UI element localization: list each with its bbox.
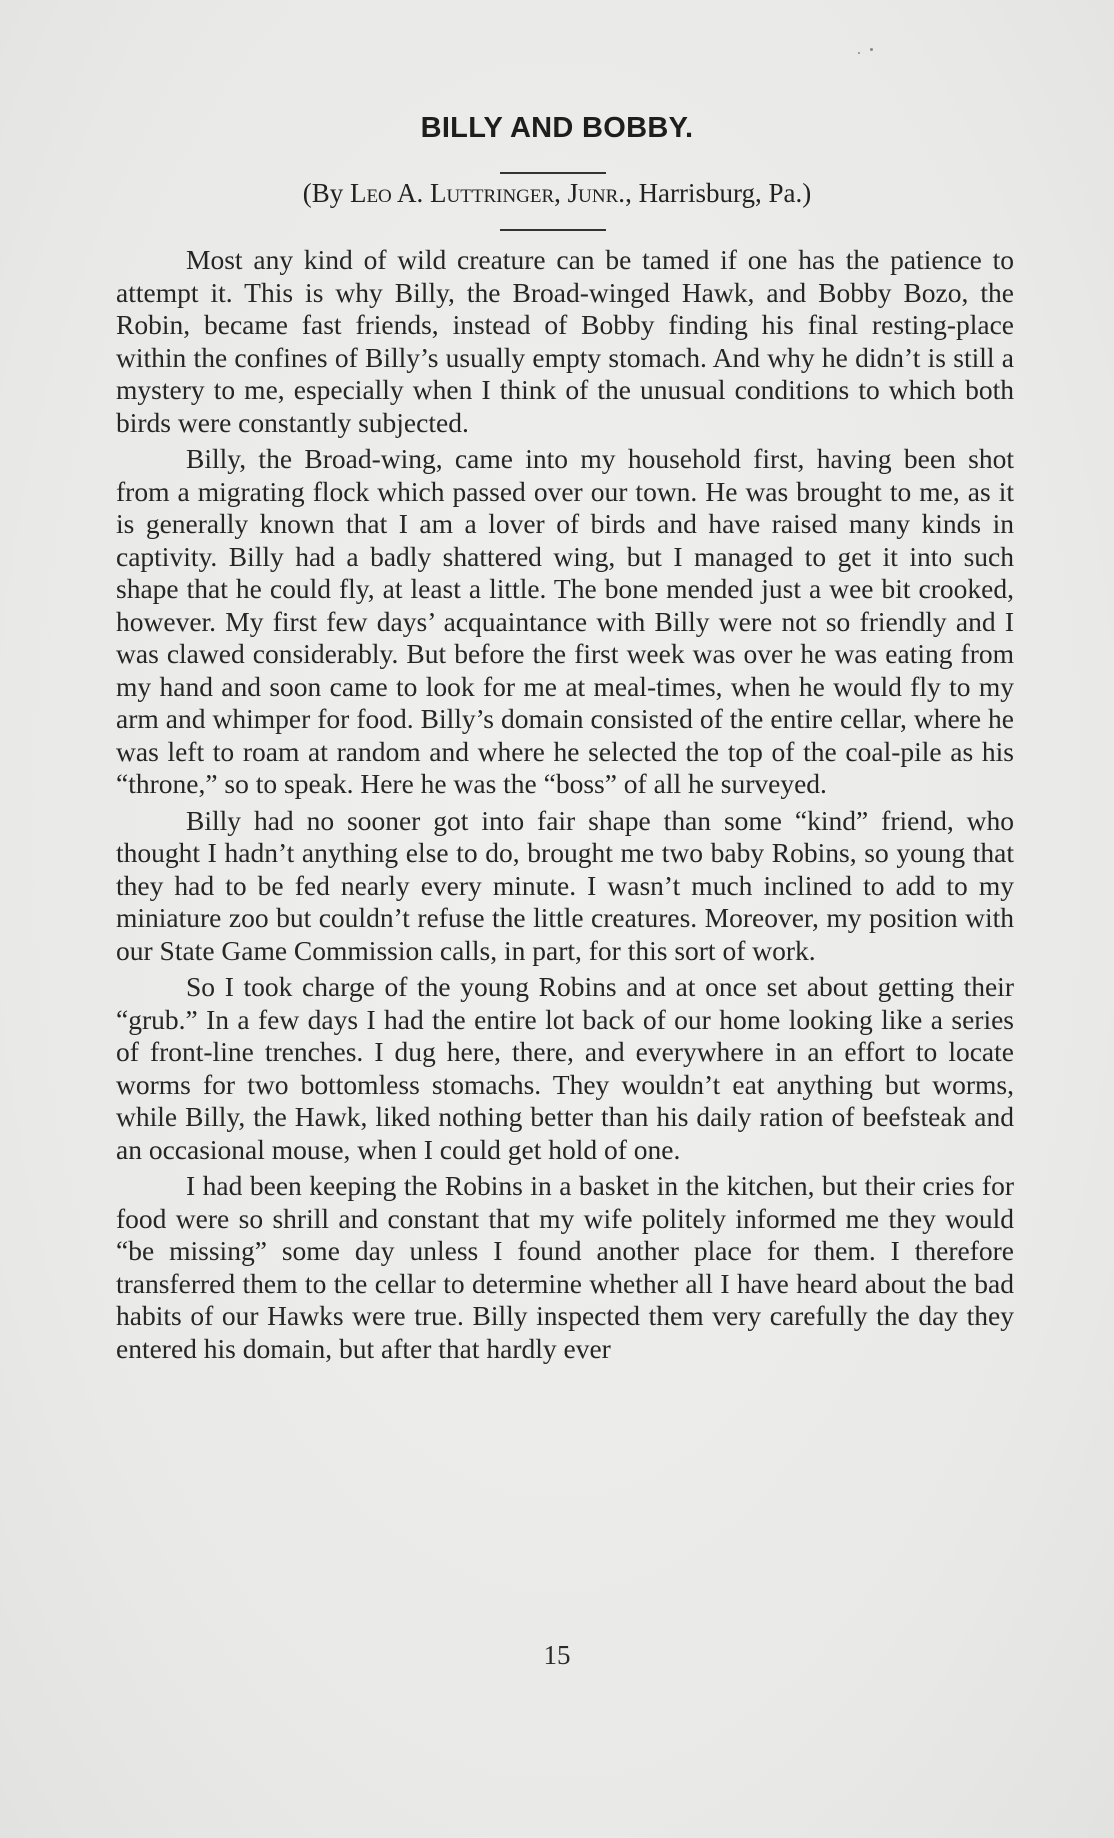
- paragraph: Billy, the Broad-wing, came into my household first, having been shot from a migrating flock which passed over our town. He was brought to me, as it is generally known that I am a lover of birds and have raised many kinds in captivity. Billy had a badly shattered wing, but I managed to get it into such shape that he could fly, at least a little. The bone mended just a wee bit crooked, however. My first few days’ acquaintance with Billy were not so friendly and I was clawed considerably. But before the first week was over he was eating from my hand and soon came to look for me at meal-times, when he would fly to my arm and whimper for food. Billy’s domain consisted of the entire cellar, where he was left to roam at random and where he selected the top of the coal-pile as his “throne,” so to speak. Here he was the “boss” of all he surveyed.: [116, 443, 1014, 799]
- byline-place: , Harrisburg, Pa.): [625, 178, 812, 208]
- article-byline: [0, 178, 1114, 209]
- paragraph: So I took charge of the young Robins and at once set about getting their “grub.” In a few days I had the entire lot back of our home looking like a series of front-line trenches. I dug here, there, and everywhere in an effort to locate worms for two bottomless stomachs. They wouldn’t eat anything but worms, while Billy, the Hawk, liked nothing better than his daily ration of beefsteak and an occasional mouse, when I could get hold of one.: [116, 971, 1014, 1165]
- article-body: [116, 244, 1014, 1369]
- paragraph: Most any kind of wild creature can be tamed if one has the patience to attempt it. This is why Billy, the Broad-winged Hawk, and Bobby Bozo, the Robin, became fast friends, instead of Bobby finding his final resting-place within the confines of Billy’s usually empty stomach. And why he didn’t is still a mystery to me, especially when I think of the unusual conditions to which both birds were constantly subjected.: [116, 244, 1014, 438]
- title-rule-bottom: [500, 229, 606, 231]
- paper-speck: [858, 52, 860, 54]
- byline-author: Leo A. Luttringer, Junr.: [349, 178, 626, 208]
- paper-speck: [870, 48, 873, 51]
- paragraph: Billy had no sooner got into fair shape than some “kind” friend, who thought I hadn’t anything else to do, brought me two baby Robins, so young that they had to be fed nearly every minute. I wasn’t much inclined to add to my miniature zoo but couldn’t refuse the little creatures. Moreover, my position with our State Game Commission calls, in part, for this sort of work.: [116, 804, 1014, 966]
- page-number: 15: [543, 1640, 571, 1670]
- title-rule-top: [500, 172, 606, 174]
- paragraph: I had been keeping the Robins in a basket in the kitchen, but their cries for food were so shrill and constant that my wife politely informed me they would “be missing” some day unless I found another place for them. I therefore transferred them to the cellar to determine whether all I have heard about the bad habits of our Hawks were true. Billy inspected them very carefully the day they entered his domain, but after that hardly ever: [116, 1170, 1014, 1364]
- byline-open: (By: [302, 178, 350, 208]
- article-title: BILLY AND BOBBY.: [420, 112, 694, 144]
